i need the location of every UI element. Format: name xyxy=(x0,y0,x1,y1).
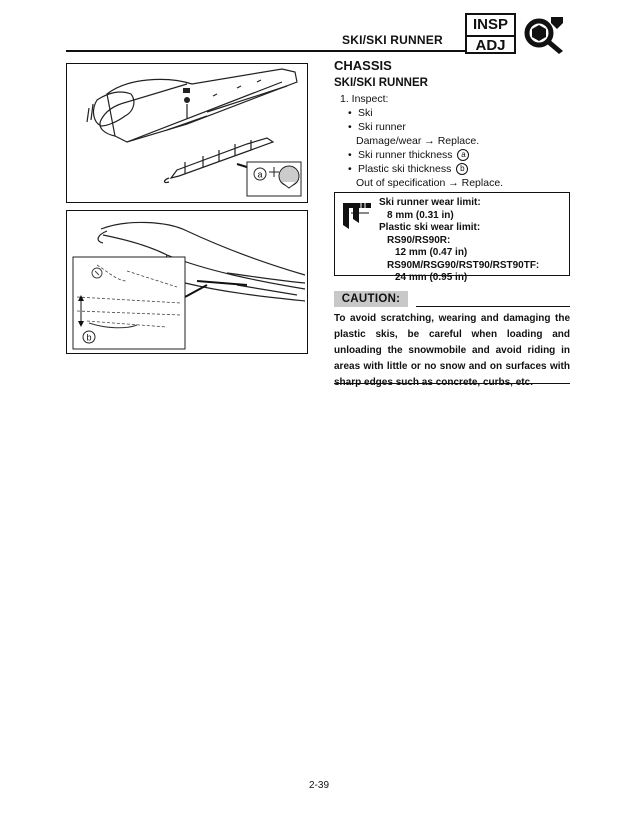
spec-text xyxy=(379,197,539,285)
step-1: 1. Inspect: xyxy=(340,93,389,105)
header-rule xyxy=(66,50,466,52)
list-item xyxy=(340,106,576,120)
caution-label: CAUTION: xyxy=(334,291,408,307)
plastic-ski-illustration xyxy=(66,210,308,354)
list-item xyxy=(340,120,576,134)
badge-top-label: INSP xyxy=(467,15,514,37)
bullet-glyph: • xyxy=(348,107,352,119)
list-item xyxy=(340,162,576,176)
caution-rule xyxy=(416,306,570,307)
spec-box xyxy=(334,192,570,283)
bullet-glyph: • xyxy=(348,149,352,161)
bullet-ski: Ski xyxy=(358,107,373,119)
ski-runner-illustration xyxy=(66,63,308,203)
badge-bottom-label: ADJ xyxy=(475,37,506,54)
callout-b-ref: b xyxy=(456,163,468,175)
callout-a-label: a xyxy=(257,169,263,180)
section-badge xyxy=(465,13,516,54)
subsection-title: SKI/SKI RUNNER xyxy=(334,77,428,89)
model-group-1-value: 12 mm (0.47 in) xyxy=(395,247,468,258)
caution-bottom-rule xyxy=(334,383,570,384)
callout-a-ref: a xyxy=(457,149,469,161)
model-group-2-value: 24 mm (0.95 in) xyxy=(395,272,468,283)
ski-runner-note: Damage/wear → Replace. xyxy=(356,135,480,147)
plastic-limit-label: Plastic ski wear limit: xyxy=(379,222,481,233)
caution-text: To avoid scratching, wearing and damaging the plastic skis, be careful when loading and unloading the snowmobile and avoid riding in areas with little or no snow and on surfaces with xyxy=(334,313,570,372)
bullet-runner-thickness: Ski runner thickness xyxy=(358,149,453,161)
runner-limit-value: 8 mm (0.31 in) xyxy=(387,209,454,221)
page-header-title: SKI/SKI RUNNER xyxy=(342,33,443,47)
model-group-1: RS90/RS90R: xyxy=(387,234,451,246)
bullet-plastic-thickness: Plastic ski thickness xyxy=(358,163,452,175)
bullet-glyph: • xyxy=(348,163,352,175)
bullet-glyph: • xyxy=(348,121,352,133)
page-number: 2-39 xyxy=(308,780,329,791)
caliper-icon xyxy=(339,199,375,233)
runner-limit-label: Ski runner wear limit: xyxy=(379,197,481,208)
callout-b-label: b xyxy=(86,332,92,343)
bullet-ski-runner: Ski runner xyxy=(358,121,406,133)
section-title: CHASSIS xyxy=(334,58,392,73)
wrench-bolt-icon xyxy=(519,13,567,54)
inspect-steps xyxy=(340,92,576,190)
list-item xyxy=(340,148,576,162)
model-group-2: RS90M/RSG90/RST90/RST90TF: xyxy=(387,259,540,271)
thickness-note: Out of specification → Replace. xyxy=(356,177,504,189)
